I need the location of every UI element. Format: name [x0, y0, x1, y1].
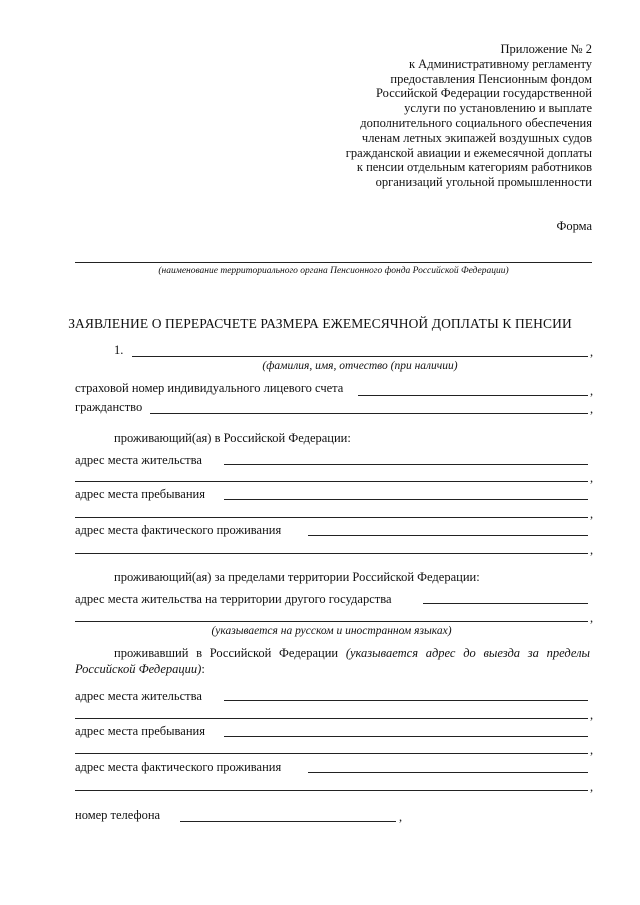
comma: ,	[590, 543, 594, 557]
citizenship-label: гражданство	[75, 400, 143, 414]
comma: ,	[590, 471, 594, 485]
rf-residence-field-2[interactable]	[75, 481, 588, 482]
comma: ,	[399, 810, 403, 824]
header-line: организаций угольной промышленности	[375, 175, 592, 190]
phone-label: номер телефона	[75, 808, 161, 822]
rf-stay-field[interactable]	[224, 499, 588, 500]
former-actual-field-2[interactable]	[75, 790, 588, 791]
organ-caption: (наименование территориального органа Пенсионного фонда Российской Федерации)	[158, 266, 509, 276]
abroad-caption: (указывается на русском и иностранном языках)	[211, 625, 452, 637]
header-line: Приложение № 2	[500, 42, 592, 56]
header-line: членам летных экипажей воздушных судов	[361, 130, 592, 145]
fio-caption: (фамилия, имя, отчество (при наличии)	[262, 360, 458, 372]
comma: ,	[590, 611, 594, 625]
former-residence-label: адрес места жительства	[75, 689, 202, 703]
rf-residence-label: адрес места жительства	[75, 453, 202, 467]
header-block	[272, 42, 592, 190]
document-title: ЗАЯВЛЕНИЕ О ПЕРЕРАСЧЕТЕ РАЗМЕРА ЕЖЕМЕСЯЧНОЙ ДОПЛАТЫ К ПЕНСИИ	[68, 316, 572, 331]
fio-field[interactable]	[132, 356, 588, 357]
citizenship-field[interactable]	[150, 413, 588, 414]
former-residence-field-2[interactable]	[75, 718, 588, 719]
snils-label: страховой номер индивидуального лицевого счета	[75, 381, 344, 395]
rf-stay-label: адрес места пребывания	[75, 487, 205, 501]
comma: ,	[590, 743, 594, 757]
former-heading-text: проживавший в Российской Федерации	[114, 646, 346, 660]
former-heading-colon: :	[201, 662, 205, 676]
rf-actual-field-2[interactable]	[75, 553, 588, 554]
item-number: 1.	[114, 343, 124, 357]
header-line: предоставления Пенсионным фондом	[390, 71, 592, 86]
comma: ,	[590, 708, 594, 722]
former-heading-note: (указывается адрес до выезда за пределы Российской Федерации)	[75, 646, 590, 676]
former-stay-field[interactable]	[224, 736, 588, 737]
header-line: дополнительного социального обеспечения	[360, 115, 592, 130]
header-line: к пенсии отдельным категориям работников	[356, 160, 592, 175]
former-actual-field[interactable]	[308, 772, 588, 773]
phone-field[interactable]	[180, 821, 396, 822]
former-heading	[75, 645, 590, 677]
abroad-heading: проживающий(ая) за пределами территории Российской Федерации:	[114, 570, 480, 584]
former-stay-field-2[interactable]	[75, 753, 588, 754]
snils-field[interactable]	[358, 395, 588, 396]
former-actual-label: адрес места фактического проживания	[75, 760, 282, 774]
rf-stay-field-2[interactable]	[75, 517, 588, 518]
header-line: Российской Федерации государственной	[376, 86, 592, 101]
comma: ,	[590, 507, 594, 521]
abroad-residence-label: адрес места жительства на территории другого государства	[75, 592, 392, 606]
comma: ,	[590, 780, 594, 794]
former-residence-field[interactable]	[224, 700, 588, 701]
comma: ,	[590, 402, 594, 416]
organ-name-field[interactable]	[75, 262, 592, 263]
former-stay-label: адрес места пребывания	[75, 724, 205, 738]
header-line: услуги по установлению и выплате	[404, 101, 592, 116]
abroad-residence-field-2[interactable]	[75, 621, 588, 622]
rf-residence-field[interactable]	[224, 464, 588, 465]
comma: ,	[590, 345, 594, 359]
comma: ,	[590, 384, 594, 398]
abroad-residence-field[interactable]	[423, 603, 588, 604]
rf-actual-label: адрес места фактического проживания	[75, 523, 282, 537]
rf-actual-field[interactable]	[308, 535, 588, 536]
form-label: Форма	[556, 219, 592, 233]
header-line: к Административному регламенту	[408, 56, 592, 71]
rf-heading: проживающий(ая) в Российской Федерации:	[114, 431, 351, 445]
header-line: гражданской авиации и ежемесячной доплаты	[345, 145, 592, 160]
